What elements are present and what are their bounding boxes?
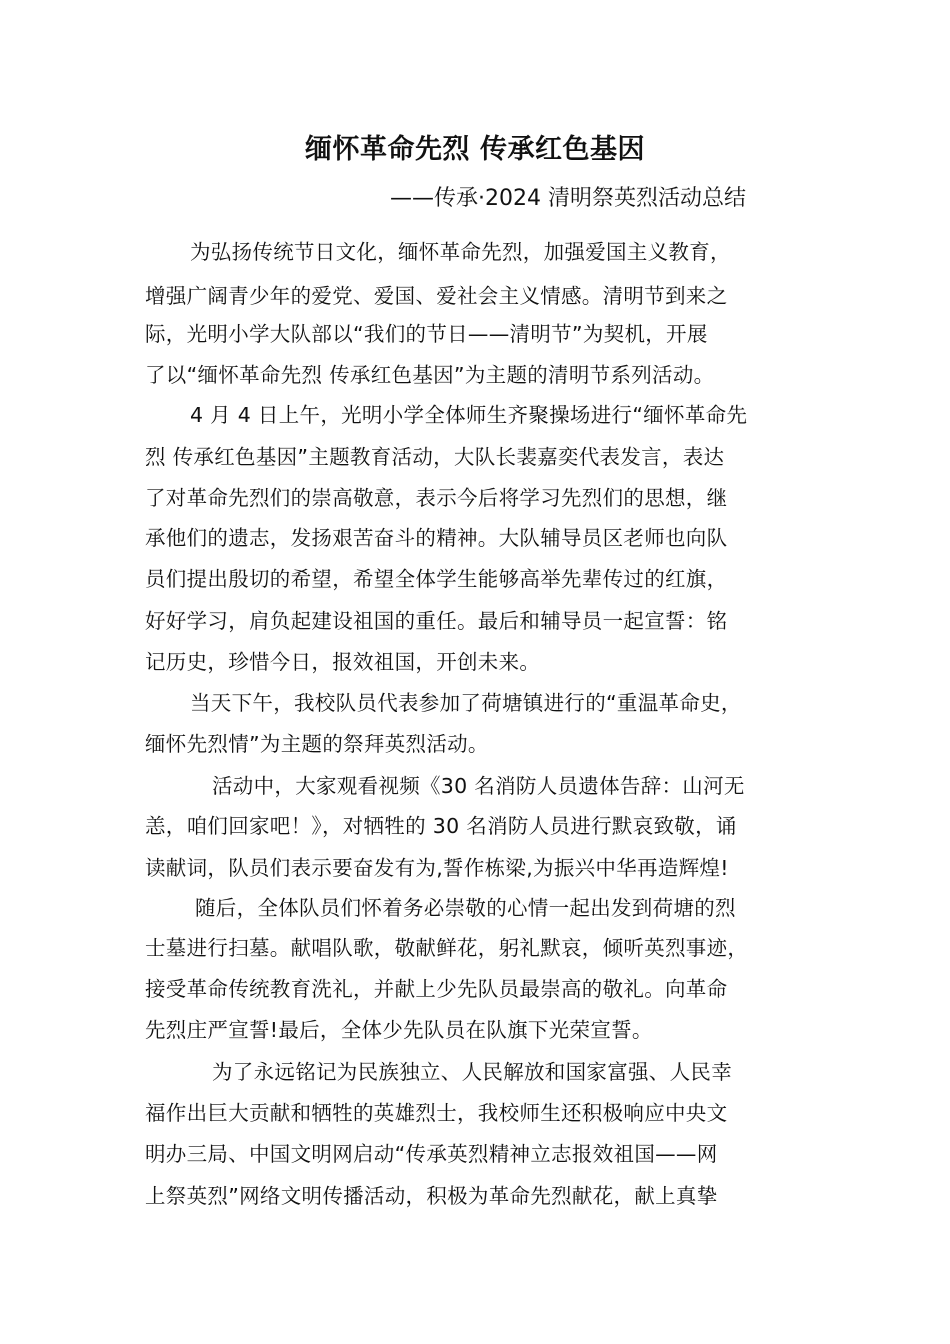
paragraph-line: 了对革命先烈们的崇高敬意，表示今后将学习先烈们的思想，继 (145, 486, 728, 510)
paragraph-line: 员们提出殷切的希望，希望全体学生能够高举先辈传过的红旗， (145, 567, 728, 591)
paragraph-line: 恙，咱们回家吧！》，对牺牲的 30 名消防人员进行默哀致敬，诵 (145, 814, 737, 838)
paragraph-line: 上祭英烈”网络文明传播活动，积极为革命先烈献花，献上真挚 (145, 1184, 718, 1208)
paragraph-line: 增强广阔青少年的爱党、爱国、爱社会主义情感。清明节到来之 (145, 284, 728, 308)
paragraph-line: 随后，全体队员们怀着务必崇敬的心情一起出发到荷塘的烈 (195, 896, 736, 920)
paragraph-line: 好好学习，肩负起建设祖国的重任。最后和辅导员一起宣誓：铭 (145, 609, 728, 633)
paragraph-line: 记历史，珍惜今日，报效祖国，开创未来。 (145, 650, 541, 674)
paragraph-line: 先烈庄严宣誓!最后，全体少先队员在队旗下光荣宣誓。 (145, 1018, 653, 1042)
paragraph-line: 际，光明小学大队部以“我们的节日——清明节”为契机，开展 (145, 322, 708, 346)
paragraph-line: 为了永远铭记为民族独立、人民解放和国家富强、人民幸 (212, 1060, 732, 1084)
document-title: 缅怀革命先烈 传承红色基因 (305, 134, 645, 165)
paragraph-line: 福作出巨大贡献和牺牲的英雄烈士，我校师生还积极响应中央文 (145, 1101, 728, 1125)
paragraph-line: 活动中，大家观看视频《30 名消防人员遗体告辞：山河无 (212, 774, 745, 798)
paragraph-line: 了以“缅怀革命先烈 传承红色基因”为主题的清明节系列活动。 (145, 363, 715, 387)
document-subtitle: ——传承·2024 清明祭英烈活动总结 (390, 186, 746, 211)
paragraph-line: 当天下午，我校队员代表参加了荷塘镇进行的“重温革命史， (190, 691, 742, 715)
paragraph-line: 读献词，队员们表示要奋发有为,誓作栋梁,为振兴中华再造辉煌! (145, 856, 729, 880)
paragraph-line: 士墓进行扫墓。献唱队歌，敬献鲜花，躬礼默哀，倾听英烈事迹， (145, 936, 749, 960)
paragraph-line: 烈 传承红色基因”主题教育活动，大队长裴嘉奕代表发言，表达 (145, 445, 725, 469)
paragraph-line: 为弘扬传统节日文化，缅怀革命先烈，加强爱国主义教育， (190, 240, 731, 264)
paragraph-line: 接受革命传统教育洗礼，并献上少先队员最崇高的敬礼。向革命 (145, 977, 728, 1001)
paragraph-line: 缅怀先烈情”为主题的祭拜英烈活动。 (145, 732, 489, 756)
paragraph-line: 承他们的遗志，发扬艰苦奋斗的精神。大队辅导员区老师也向队 (145, 526, 728, 550)
paragraph-line: 明办三局、中国文明网启动“传承英烈精神立志报效祖国——网 (145, 1142, 718, 1166)
paragraph-line: 4 月 4 日上午，光明小学全体师生齐聚操场进行“缅怀革命先 (190, 403, 748, 427)
